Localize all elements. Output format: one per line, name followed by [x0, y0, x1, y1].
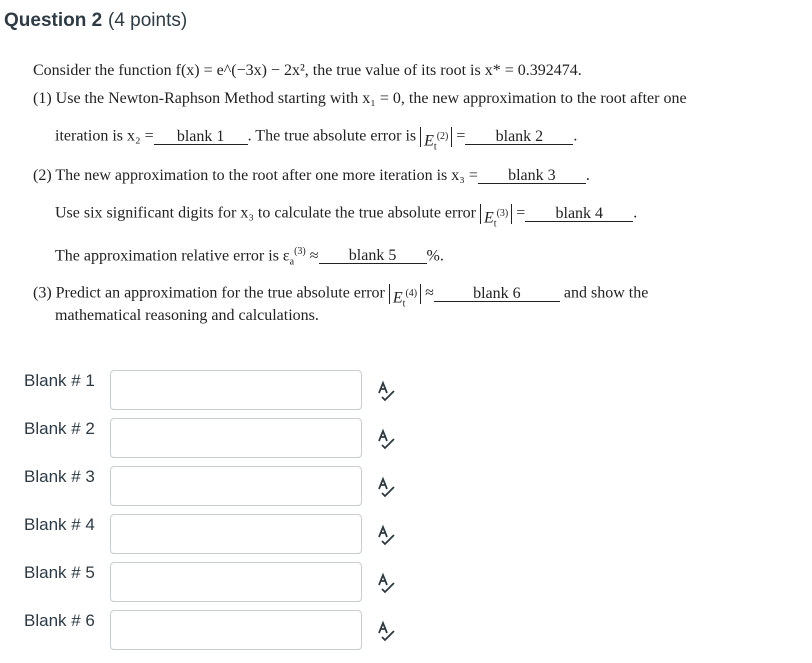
blank-5-input[interactable] — [110, 562, 362, 602]
blank-3-input[interactable] — [110, 466, 362, 506]
spellcheck-icon[interactable] — [374, 523, 398, 547]
blank-5: blank 5 — [319, 248, 427, 264]
question-title: Question 2 — [4, 10, 103, 31]
true-error-4: $E_t^{(4)}$ — [389, 284, 421, 304]
answer-label-1: Blank # 1 — [24, 371, 95, 390]
problem-intro: Consider the function f(x) = e^(−3x) − 2x², the true value of its root is x* = 0.392474. — [33, 62, 582, 79]
true-error-2: $E_t^{(2)}$ — [420, 127, 452, 147]
spellcheck-icon[interactable] — [374, 475, 398, 499]
blank-1: blank 1 — [154, 129, 248, 145]
spellcheck-icon[interactable] — [374, 571, 398, 595]
part2-line2: Use six significant digits for x₃ to calculate the true absolute error $E_t^{(3)}$ = blank 4 . — [55, 204, 638, 230]
question-points: (4 points) — [108, 10, 188, 31]
blank-4-input[interactable] — [110, 514, 362, 554]
blank-4: blank 4 — [525, 206, 633, 222]
part2-line3: The approximation relative error is $\varepsilon_a^{(3)}$ ≈ blank 5 %. — [55, 246, 444, 268]
part3-line2: mathematical reasoning and calculations. — [55, 307, 319, 324]
blank-1-input[interactable] — [110, 370, 362, 410]
blank-6-input[interactable] — [110, 610, 362, 650]
answer-label-6: Blank # 6 — [24, 611, 95, 630]
part1-line1: (1) Use the Newton-Raphson Method starting with x₁ = 0, the new approximation to the root after one — [33, 90, 687, 107]
answer-label-4: Blank # 4 — [24, 515, 95, 534]
part2-line1: (2) The new approximation to the root after one more iteration is x₃ = blank 3 . — [33, 167, 590, 184]
answer-label-2: Blank # 2 — [24, 419, 95, 438]
spellcheck-icon[interactable] — [374, 379, 398, 403]
true-error-3: $E_t^{(3)}$ — [480, 204, 512, 224]
spellcheck-icon[interactable] — [374, 427, 398, 451]
answer-label-3: Blank # 3 — [24, 467, 95, 486]
part1-line2: iteration is x₂ = blank 1 . The true absolute error is $E_t^{(2)}$ = blank 2 . — [55, 127, 578, 153]
blank-2-input[interactable] — [110, 418, 362, 458]
spellcheck-icon[interactable] — [374, 619, 398, 643]
part3-line1: (3) Predict an approximation for the true absolute error $E_t^{(4)}$ ≈ blank 6 and show the — [33, 284, 649, 310]
question-header — [0, 0, 812, 44]
blank-2: blank 2 — [465, 129, 573, 145]
answer-label-5: Blank # 5 — [24, 563, 95, 582]
blank-3: blank 3 — [478, 168, 586, 184]
blank-6: blank 6 — [434, 286, 560, 302]
